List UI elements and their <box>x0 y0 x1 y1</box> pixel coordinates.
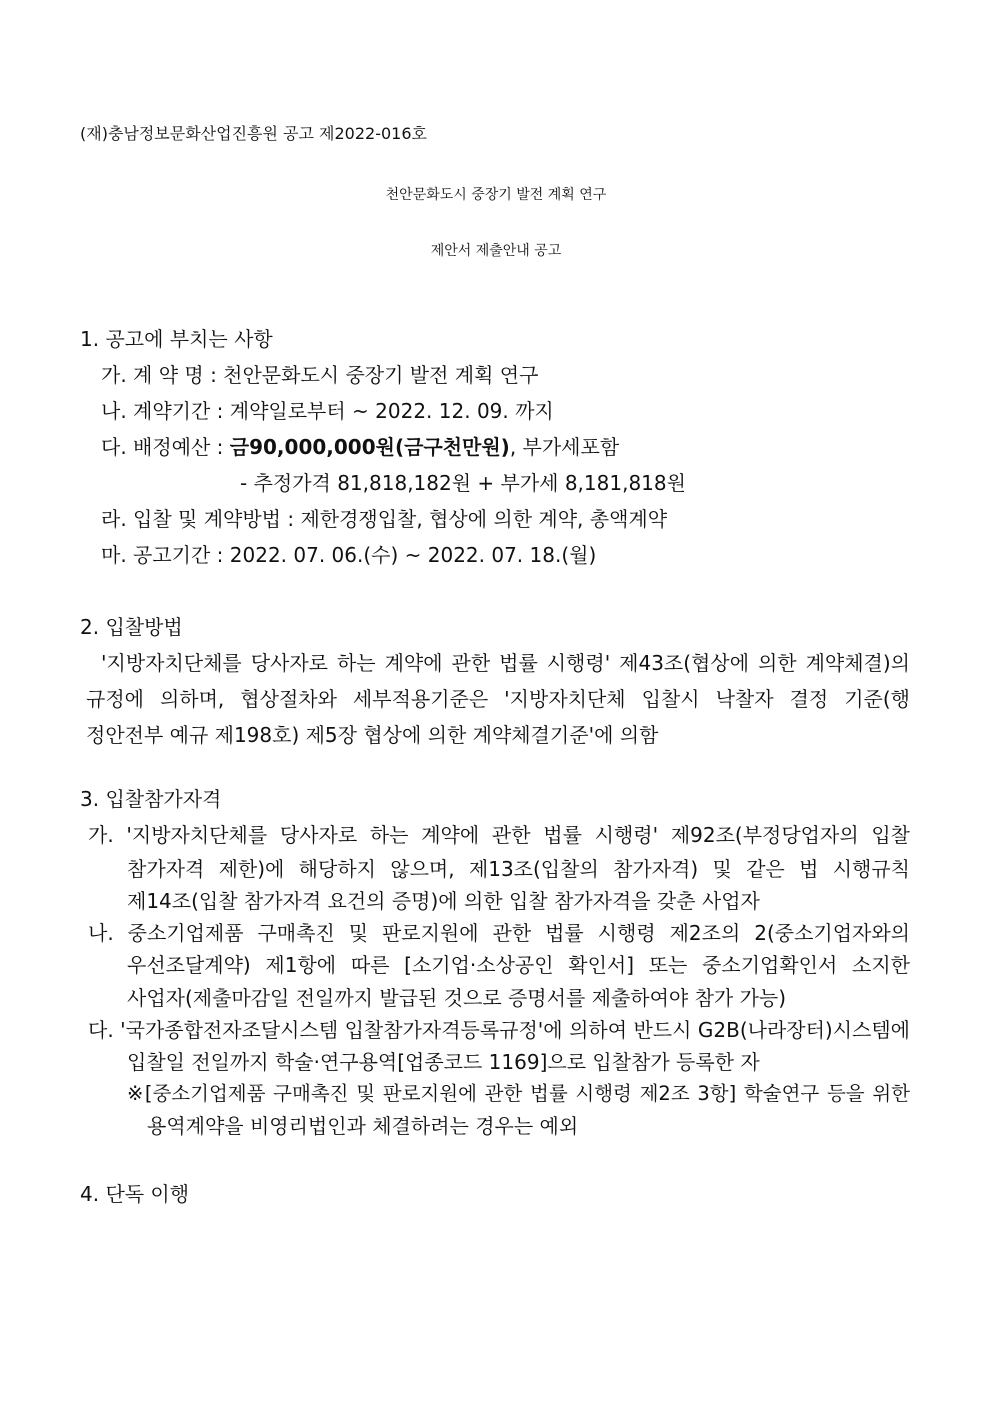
notice-number: (재)충남정보문화산업진흥원 공고 제2022-016호 <box>80 124 427 143</box>
section-2-line-1: '지방자치단체를 당사자로 하는 계약에 관한 법률 시행령' 제43조(협상에 의한 계약체결)의 <box>101 651 910 675</box>
budget-amount: 금90,000,000원(금구천만원) <box>229 435 510 459</box>
section-1-heading: 1. 공고에 부치는 사항 <box>80 327 273 351</box>
budget-label: 다. 배정예산 : <box>101 435 230 459</box>
estimated-price-item: - 추정가격 81,818,182원 + 부가세 8,181,818원 <box>240 471 686 495</box>
title-line-2: 제안서 제출안내 공고 <box>430 243 562 259</box>
exception-note-line-1: ※[중소기업제품 구매촉진 및 판로지원에 관한 법률 시행령 제2조 3항] 학술연구 등을 위한 <box>127 1082 910 1105</box>
qualification-ga-line-1: 가. '지방자치단체를 당사자로 하는 계약에 관한 법률 시행령' 제92조(부정당업자의 입찰 <box>88 823 910 847</box>
title-line-1: 천안문화도시 중장기 발전 계획 연구 <box>385 187 607 203</box>
budget-vat-note: , 부가세포함 <box>509 435 620 459</box>
notice-period-item: 마. 공고기간 : 2022. 07. 06.(수) ~ 2022. 07. 18.(월) <box>101 543 597 567</box>
contract-period-item: 나. 계약기간 : 계약일로부터 ~ 2022. 12. 09. 까지 <box>101 399 554 423</box>
bidding-method-item: 라. 입찰 및 계약방법 : 제한경쟁입찰, 협상에 의한 계약, 총액계약 <box>101 507 668 531</box>
section-2-line-3: 정안전부 예규 제198호) 제5장 협상에 의한 계약체결기준'에 의함 <box>86 723 659 747</box>
qualification-na-line-2: 우선조달계약) 제1항에 따른 [소기업·소상공인 확인서] 또는 중소기업확인서 소지한 <box>127 953 910 977</box>
qualification-ga-line-3: 제14조(입찰 참가자격 요건의 증명)에 의한 입찰 참가자격을 갖춘 사업자 <box>127 889 760 913</box>
qualification-na-line-1: 나. 중소기업제품 구매촉진 및 판로지원에 관한 법률 시행령 제2조의 2(중소기업자와의 <box>88 921 910 945</box>
exception-note-line-2: 용역계약을 비영리법인과 체결하려는 경우는 예외 <box>147 1114 579 1138</box>
contract-name-item: 가. 계 약 명 : 천안문화도시 중장기 발전 계획 연구 <box>101 363 539 387</box>
qualification-ga-line-2: 참가자격 제한)에 해당하지 않으며, 제13조(입찰의 참가자격) 및 같은 법 시행규칙 <box>127 857 910 881</box>
section-2-heading: 2. 입찰방법 <box>80 615 183 639</box>
qualification-da-line-2: 입찰일 전일까지 학술·연구용역[업종코드 1169]으로 입찰참가 등록한 자 <box>127 1050 760 1074</box>
qualification-da-line-1: 다. '국가종합전자조달시스템 입찰참가자격등록규정'에 의하여 반드시 G2B(나라장터)시스템에 <box>88 1018 910 1042</box>
budget-item <box>101 437 619 457</box>
qualification-na-line-3: 사업자(제출마감일 전일까지 발급된 것으로 증명서를 제출하여야 참가 가능) <box>127 986 787 1010</box>
section-2-line-2: 규정에 의하며, 협상절차와 세부적용기준은 '지방자치단체 입찰시 낙찰자 결정 기준(행 <box>86 687 910 711</box>
section-3-heading: 3. 입찰참가자격 <box>80 787 222 811</box>
section-4-heading: 4. 단독 이행 <box>80 1182 190 1206</box>
